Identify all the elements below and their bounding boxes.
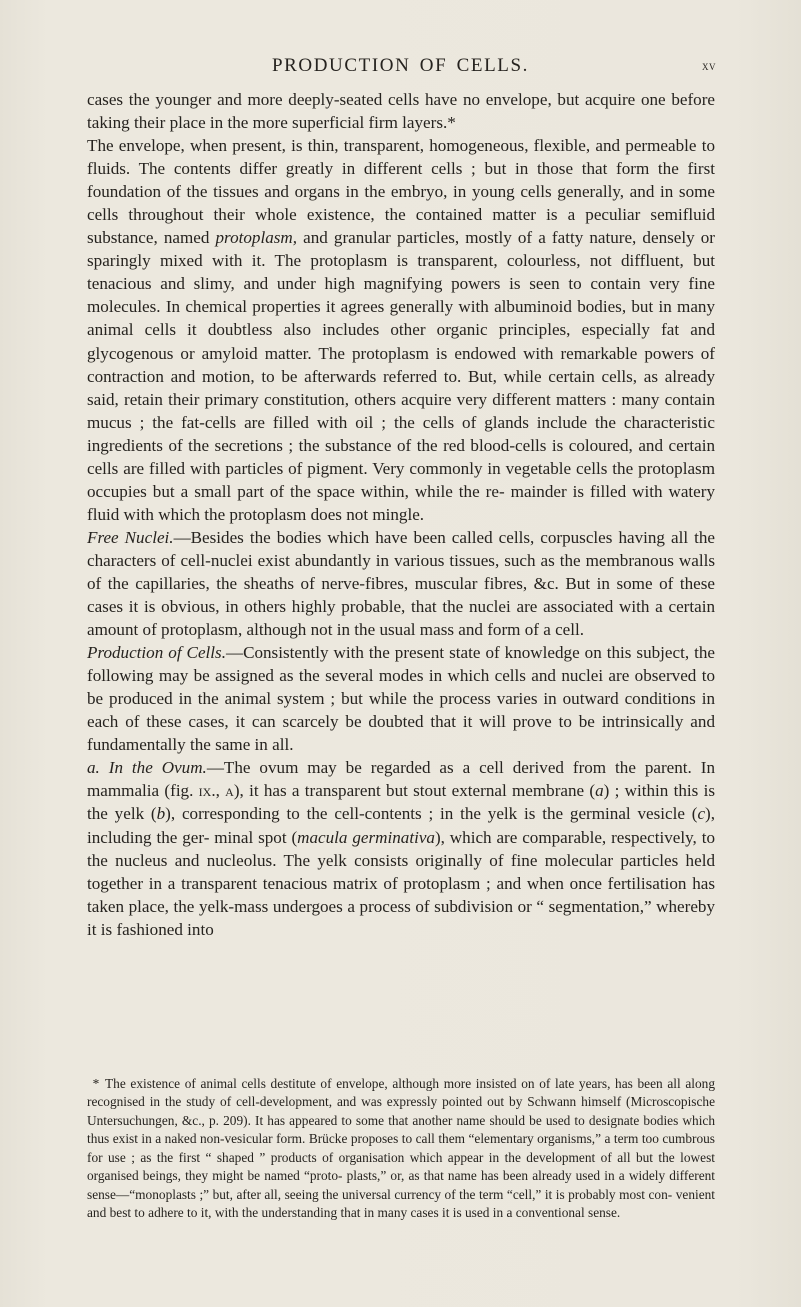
running-header bbox=[0, 53, 801, 79]
paragraph-production-of-cells bbox=[87, 641, 715, 756]
text-run: —The ovum may be regarded as a cell derived from the parent. In mammalia (fig. bbox=[87, 758, 715, 801]
main-text bbox=[87, 88, 715, 941]
text-run: ) ; within this is the yelk ( bbox=[87, 781, 716, 824]
text-run: b bbox=[156, 804, 166, 824]
text-run: a bbox=[595, 781, 604, 801]
text-run: Production of Cells. bbox=[87, 643, 226, 663]
text-run: The envelope, when present, is thin, transparent, homogeneous, flexible, and permeable to fluids. The contents differ greatly in different cells ; but in those that form the first foundation of the tissues and organs in the embryo, in young cells generally, and in some cells throughout their whole existence, the contained matter is a peculiar semifluid substance, named bbox=[87, 136, 715, 248]
footnote-mark: * bbox=[92, 1076, 100, 1091]
text-run: a bbox=[225, 781, 234, 801]
paragraph-2 bbox=[87, 134, 715, 526]
paragraph-in-the-ovum bbox=[87, 756, 715, 940]
text-run: ), corresponding to the cell-contents ; in the yelk is the germinal vesicle ( bbox=[165, 804, 698, 824]
footnote-text: The existence of animal cells destitute of envelope, although more insisted on of late years, has been all along recognised in the study of cell-development, and was expressly pointed out by Schwann himself (Microscopische Untersuchungen, &c., p. 209). It has appeared to some that another name should be used to designate bodies which thus exist in a naked non-vesicular form. Brücke proposes to call them “elementary organisms,” a term too cumbrous for use ; as the first “ shaped ” products of organisation which appear in the development of all but the lowest organised beings, they might be named “proto- plasts,” or, as that name has been already used in a widely different sense—“monoplasts ;” but, after all, seeing the universal currency of the term “cell,” it is probably most con- venient and best to adhere to it, with the understanding that in many cases it is used in a conventional sense. bbox=[87, 1076, 715, 1221]
running-title: PRODUCTION OF CELLS. bbox=[271, 55, 530, 76]
text-run: Free Nuclei. bbox=[87, 527, 174, 547]
text-run: a. In the Ovum. bbox=[87, 758, 207, 778]
page-number: xv bbox=[702, 58, 716, 73]
text-run: , bbox=[215, 781, 226, 801]
text-run: ), which are comparable, respectively, to the nucleus and nucleolus. The yelk consists originally of fine molecular particles held together in a transparent tenacious matrix of protoplasm ; and when once fertilisation has taken place, the yelk-mass undergoes a process of subdivision or “ segmentation,” whereby it is fashioned into bbox=[87, 827, 715, 939]
text-run: —Consistently with the present state of knowledge on this subject, the following may be assigned as the several modes in which cells and nuclei are observed to be produced in the animal system ; but while the process varies in outward conditions in each of these cases, it can scarcely be doubted that it will prove to be intrinsically and fundamentally the same in all. bbox=[87, 643, 715, 755]
text-run: and granular particles, mostly of a fatty nature, densely or sparingly mixed with it. The protoplasm is transparent, colourless, not diffluent, but tenacious and slimy, and under high magnifying powers is seen to contain very fine molecules. In chemical properties it agrees generally with albuminoid bodies, but in many animal cells it doubtless also includes other organic principles, especially fat and glycogenous or amyloid matter. The protoplasm is endowed with remarkable powers of contraction and motion, to be afterwards referred to. But, while certain cells, as already said, retain their primary constitution, others acquire very different matters : many contain mucus ; the fat-cells are filled with oil ; the cells of glands include the characteristic ingredients of the secretions ; the substance of the red blood-cells is coloured, and certain cells are filled with particles of pigment. Very commonly in vegetable cells the protoplasm occupies but a small part of the space within, while the re- mainder is filled with watery fluid with which the protoplasm does not mingle. bbox=[87, 228, 715, 524]
text-run: ix. bbox=[198, 781, 216, 801]
text-run: c bbox=[697, 804, 706, 824]
text-run: ), it has a transparent but stout external membrane ( bbox=[233, 781, 596, 801]
paragraph-free-nuclei bbox=[87, 526, 715, 641]
text-run: cases the younger and more deeply-seated cells have no envelope, but acquire one before taking their place in the more superficial firm layers.* bbox=[87, 90, 715, 133]
paragraph-1 bbox=[87, 88, 715, 134]
text-run: —Besides the bodies which have been called cells, corpuscles having all the characters of cell-nuclei exist abundantly in various tissues, such as the membranous walls of the capillaries, the sheaths of nerve-fibres, muscular fibres, &c. But in some of these cases it is obvious, in others highly probable, that the nuclei are associated with a certain amount of protoplasm, although not in the usual mass and form of a cell. bbox=[87, 527, 715, 640]
text-run: ), including the ger- minal spot ( bbox=[87, 804, 715, 847]
text-run: macula germinativa bbox=[297, 827, 435, 847]
footnote bbox=[87, 1075, 715, 1223]
text-run: protoplasm, bbox=[215, 228, 298, 248]
